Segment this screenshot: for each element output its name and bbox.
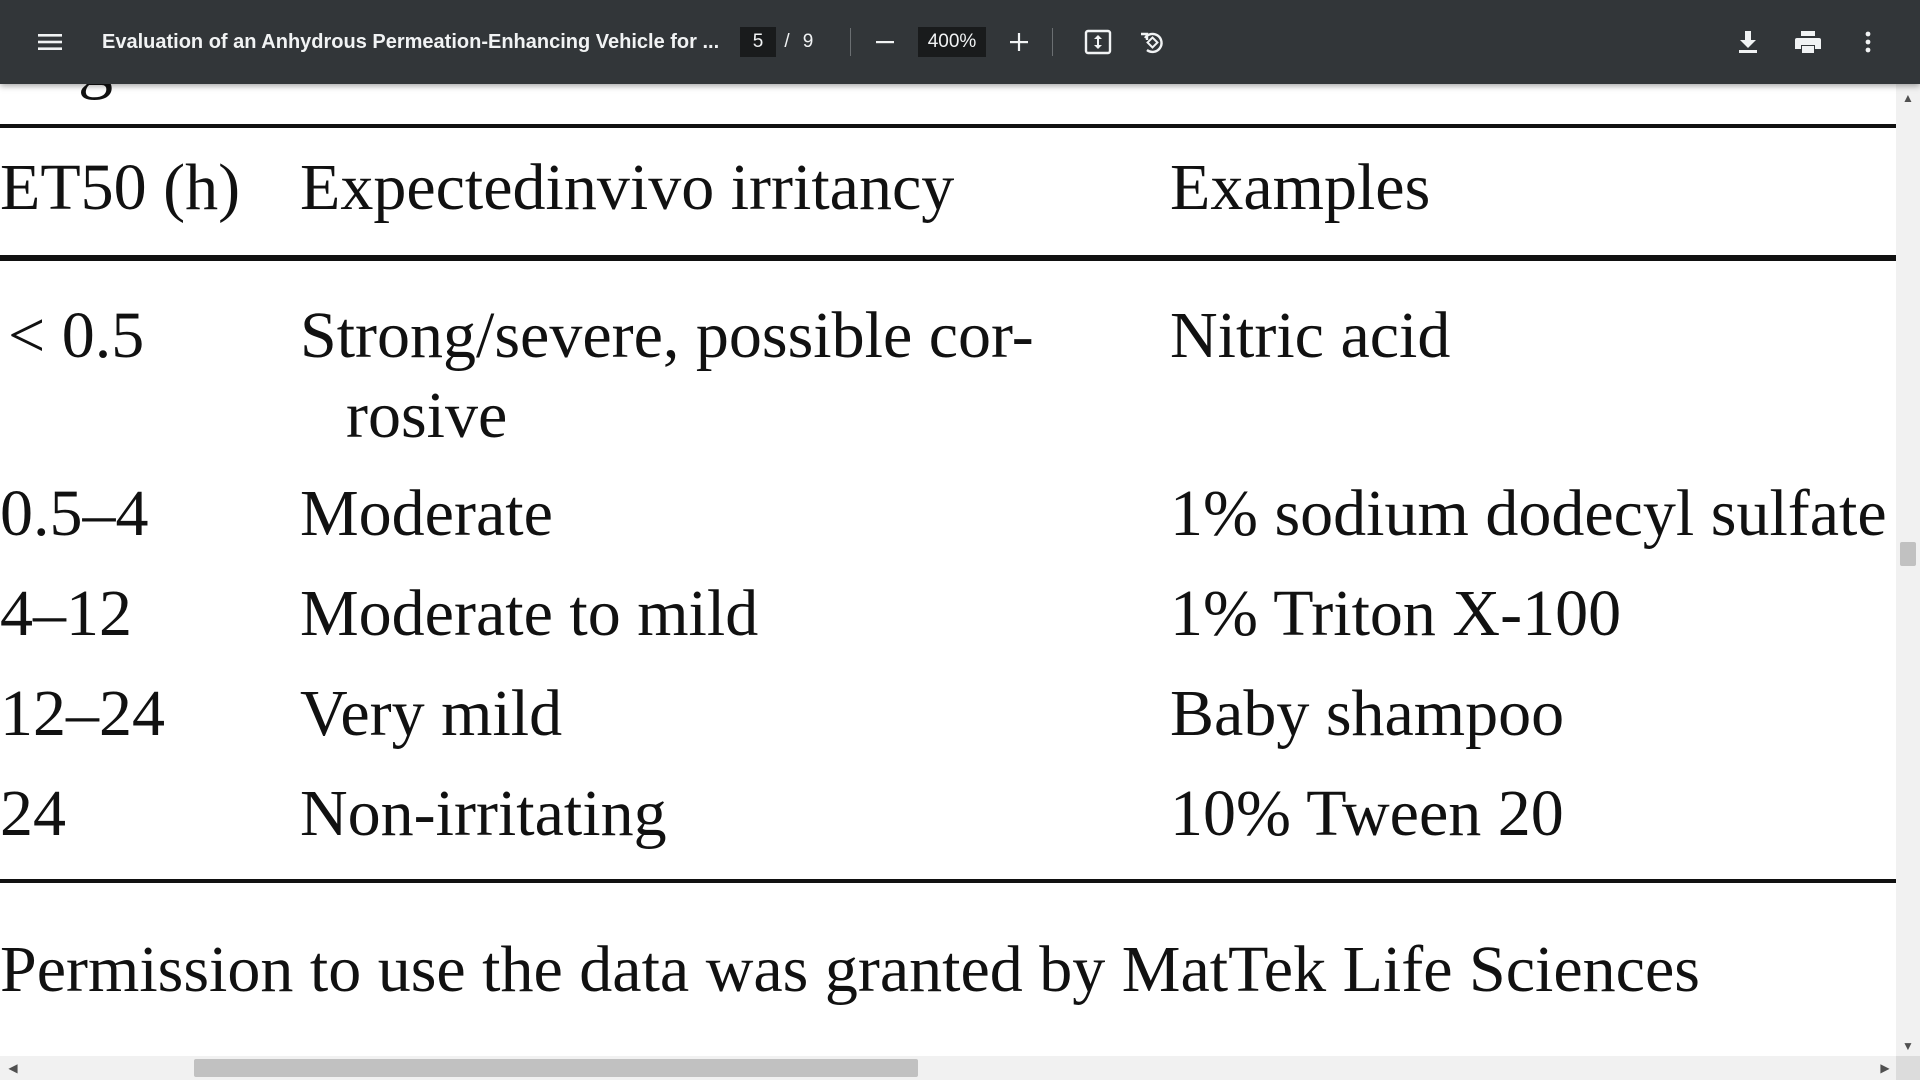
document-title: Evaluation of an Anhydrous Permeation-Enhancing Vehicle for ... <box>102 30 720 53</box>
table-cell-et50: 24 <box>0 777 66 850</box>
table-cell-irritancy: Very mild <box>300 677 563 750</box>
table-cell-example: Baby shampoo <box>1170 677 1565 750</box>
page-number-input[interactable] <box>740 27 776 57</box>
zoom-in-button[interactable] <box>998 22 1040 62</box>
vertical-scrollbar[interactable] <box>1896 84 1920 1056</box>
minus-icon <box>875 32 895 52</box>
fit-to-page-icon <box>1084 29 1112 55</box>
menu-button[interactable] <box>28 22 72 62</box>
download-button[interactable] <box>1726 20 1770 64</box>
table-cell-irritancy: Moderate to mild <box>300 577 759 650</box>
page-separator: / <box>784 31 790 52</box>
vertical-scroll-thumb[interactable] <box>1900 542 1916 566</box>
table-header-et50: ET50 (h) <box>0 151 241 224</box>
plus-icon <box>1009 32 1029 52</box>
table-cell-et50: 12–24 <box>0 677 165 750</box>
table-header-irritancy: Expectedinvivo irritancy <box>300 151 955 224</box>
pdf-toolbar <box>0 0 1920 84</box>
horizontal-scrollbar[interactable] <box>0 1056 1896 1080</box>
more-actions-button[interactable] <box>1846 20 1890 64</box>
table-top-rule <box>0 124 1896 128</box>
hamburger-menu-icon <box>37 32 63 52</box>
page-total: 9 <box>802 31 814 52</box>
toolbar-divider <box>850 28 851 56</box>
rotate-counterclockwise-icon <box>1138 28 1166 56</box>
scroll-right-arrow-icon[interactable]: ▶ <box>1880 1061 1890 1075</box>
table-bottom-rule <box>0 879 1896 883</box>
print-button[interactable] <box>1786 20 1830 64</box>
zoom-out-button[interactable] <box>864 22 906 62</box>
horizontal-scroll-thumb[interactable] <box>194 1059 918 1077</box>
more-vertical-icon <box>1864 30 1872 54</box>
download-icon <box>1736 29 1760 55</box>
print-icon <box>1794 29 1822 55</box>
table-cell-example: 1% Triton X-100 <box>1170 577 1622 650</box>
toolbar-divider <box>1052 28 1053 56</box>
table-cell-irritancy: Strong/severe, possible cor- <box>300 299 1034 372</box>
table-cell-example: Nitric acid <box>1170 299 1451 372</box>
scroll-left-arrow-icon[interactable]: ◀ <box>8 1061 18 1075</box>
zoom-level-input[interactable] <box>918 27 986 57</box>
table-footnote: Permission to use the data was granted by MatTek Life Sciences <box>0 933 1700 1006</box>
fit-to-page-button[interactable] <box>1076 20 1120 64</box>
table-cell-irritancy-continued: rosive <box>346 379 508 452</box>
table-cell-example: 1% sodium dodecyl sulfate <box>1170 477 1887 550</box>
table-cell-irritancy: Moderate <box>300 477 553 550</box>
scrollbar-corner <box>1896 1056 1920 1080</box>
scroll-up-arrow-icon[interactable]: ▲ <box>1902 91 1914 105</box>
table-cell-et50: 4–12 <box>0 577 132 650</box>
table-cell-et50: 0.5–4 <box>0 477 149 550</box>
rotate-button[interactable] <box>1130 20 1174 64</box>
table-header-examples: Examples <box>1170 151 1431 224</box>
table-cell-et50: < 0.5 <box>8 299 145 372</box>
table-cell-irritancy: Non-irritating <box>300 777 667 850</box>
table-cell-example: 10% Tween 20 <box>1170 777 1564 850</box>
scroll-down-arrow-icon[interactable]: ▼ <box>1902 1039 1914 1053</box>
table-header-rule <box>0 255 1896 261</box>
document-viewport[interactable] <box>0 84 1896 1056</box>
